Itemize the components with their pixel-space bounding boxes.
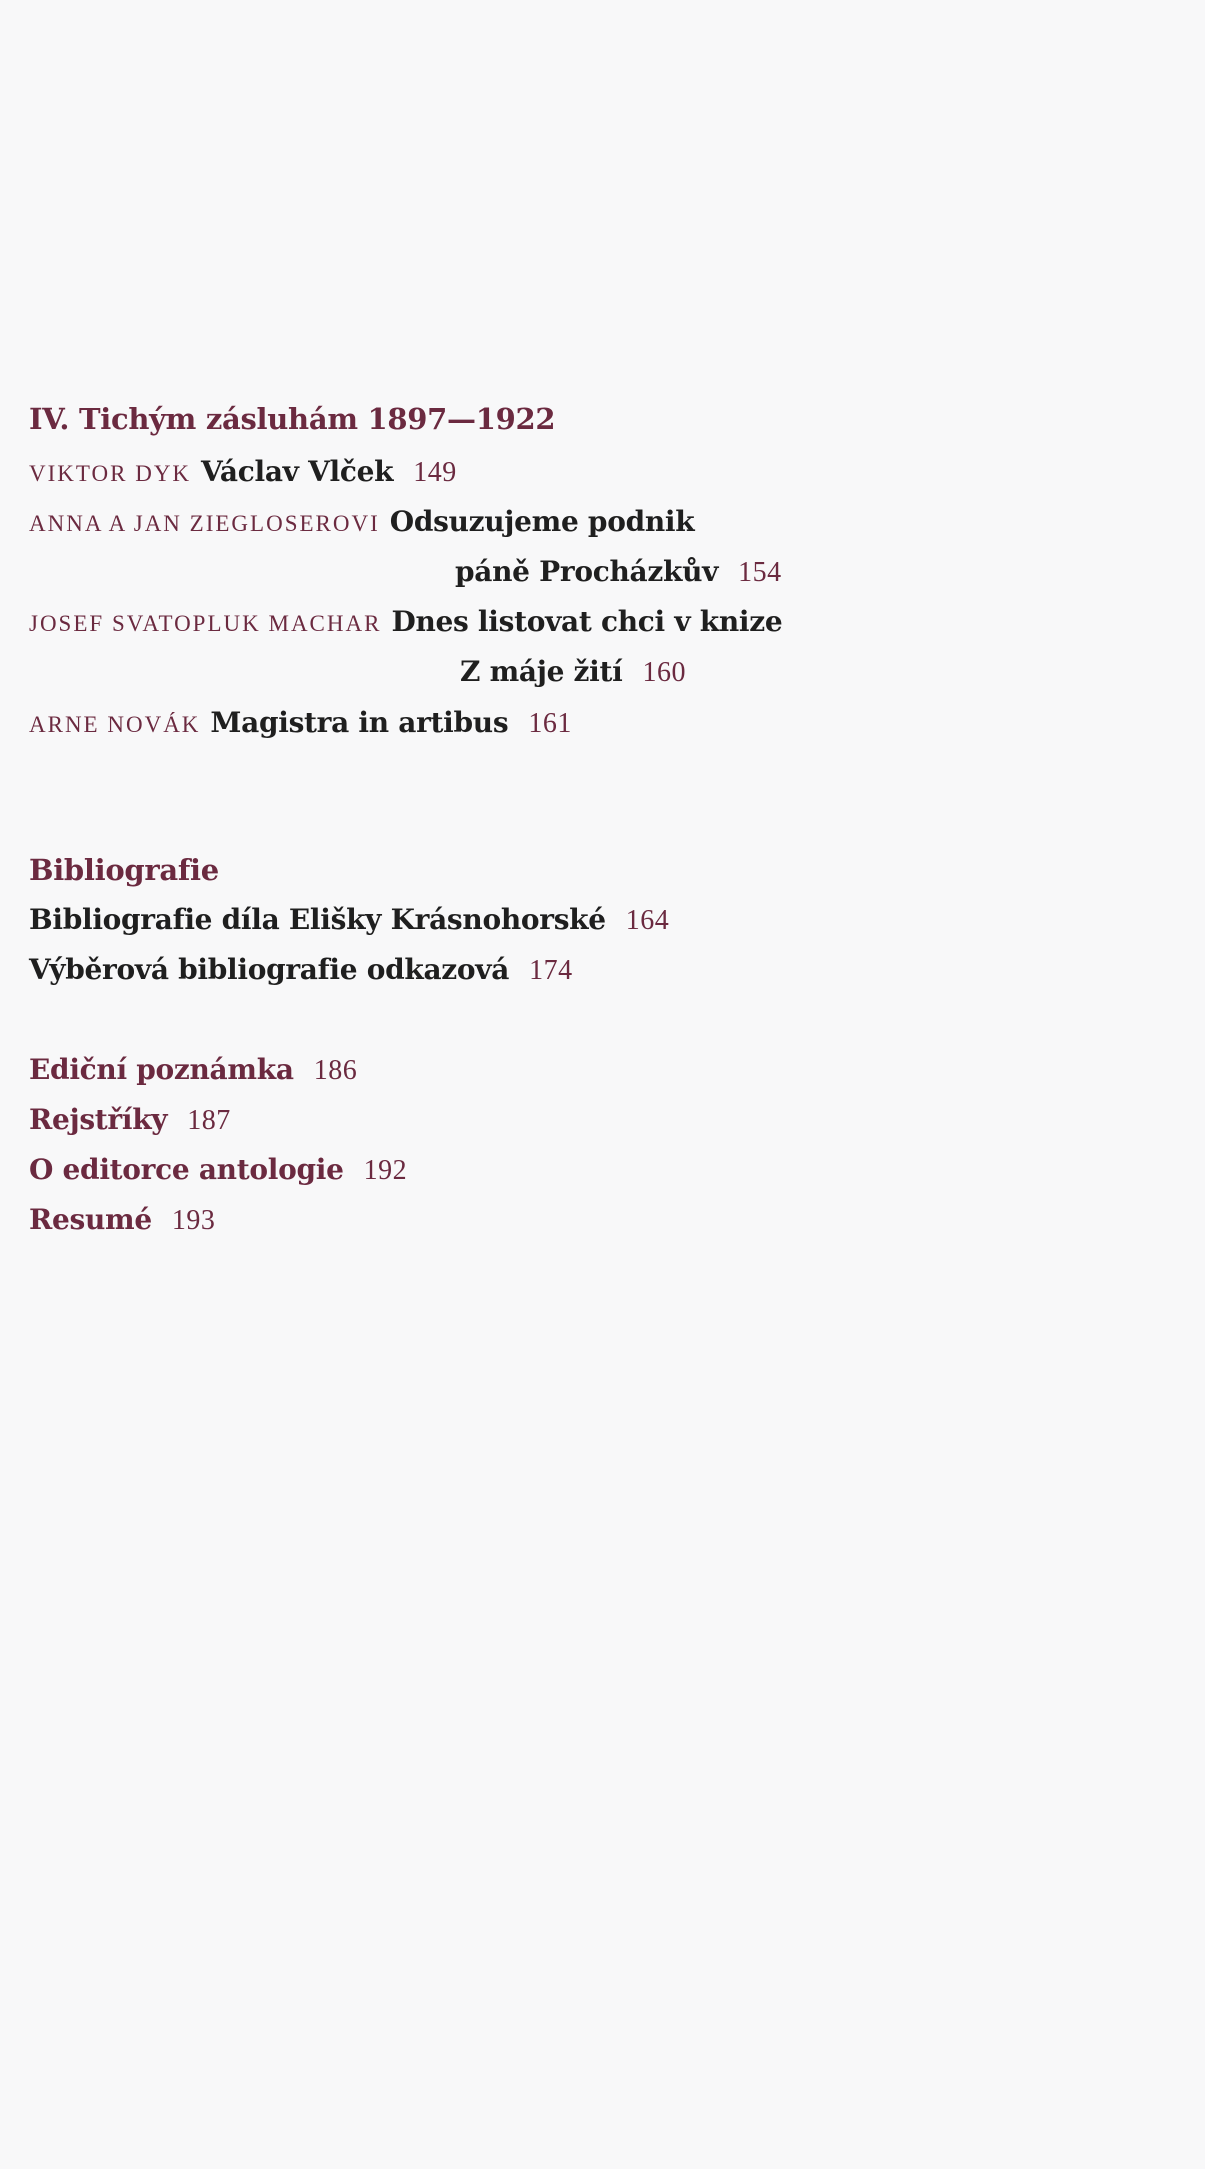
entry-title: Bibliografie díla Elišky Krásnohorské: [29, 903, 606, 936]
entry-title: Ediční poznámka: [29, 1053, 294, 1086]
bibliography-heading: Bibliografie: [29, 853, 219, 887]
entry-title-line2: Z máje žití: [460, 655, 623, 688]
toc-entry-editorial-note[interactable]: [29, 1053, 357, 1087]
entry-page-number: 193: [171, 1205, 216, 1236]
entry-title-line1: Dnes listovat chci v knize: [391, 605, 783, 638]
entry-title: Rejstříky: [29, 1103, 168, 1136]
toc-entry-bibliography-works[interactable]: [29, 903, 669, 937]
entry-page-number: 192: [363, 1155, 408, 1186]
entry-title-line1: Odsuzujeme podnik: [389, 505, 695, 538]
toc-entry-novak[interactable]: [29, 706, 572, 740]
toc-entry-procházka-continuation[interactable]: [455, 555, 782, 589]
entry-title: Václav Vlček: [201, 455, 394, 488]
entry-author: ANNA A JAN ZIEGLOSEROVI: [29, 511, 380, 536]
entry-page-number: 186: [313, 1055, 358, 1086]
part-heading: IV. Tichým zásluhám 1897—1922: [29, 402, 556, 436]
entry-page-number: 149: [413, 457, 457, 488]
toc-entry-machar[interactable]: [29, 605, 782, 638]
entry-page-number: 174: [529, 955, 573, 986]
entry-page-number: 164: [625, 905, 670, 936]
entry-author: ARNE NOVÁK: [29, 712, 201, 737]
entry-title-line2: páně Procházkův: [455, 555, 719, 588]
entry-author: JOSEF SVATOPLUK MACHAR: [29, 611, 382, 636]
toc-entry-vlcek[interactable]: [29, 455, 457, 489]
toc-entry-machar-continuation[interactable]: [460, 655, 686, 689]
toc-entry-procházka[interactable]: [29, 505, 694, 538]
entry-page-number: 160: [642, 657, 686, 688]
toc-entry-resume[interactable]: [29, 1203, 215, 1237]
entry-page-number: 161: [528, 708, 572, 739]
toc-entry-indexes[interactable]: [29, 1103, 231, 1137]
entry-page-number: 154: [738, 557, 782, 588]
entry-title: Resumé: [29, 1203, 152, 1236]
toc-entry-bibliography-selected[interactable]: [29, 953, 573, 987]
entry-author: VIKTOR DYK: [29, 461, 192, 486]
entry-title: O editorce antologie: [29, 1153, 344, 1186]
entry-page-number: 187: [187, 1105, 231, 1136]
entry-title: Magistra in artibus: [210, 706, 509, 739]
toc-entry-about-editor[interactable]: [29, 1153, 407, 1187]
entry-title: Výběrová bibliografie odkazová: [29, 953, 510, 986]
